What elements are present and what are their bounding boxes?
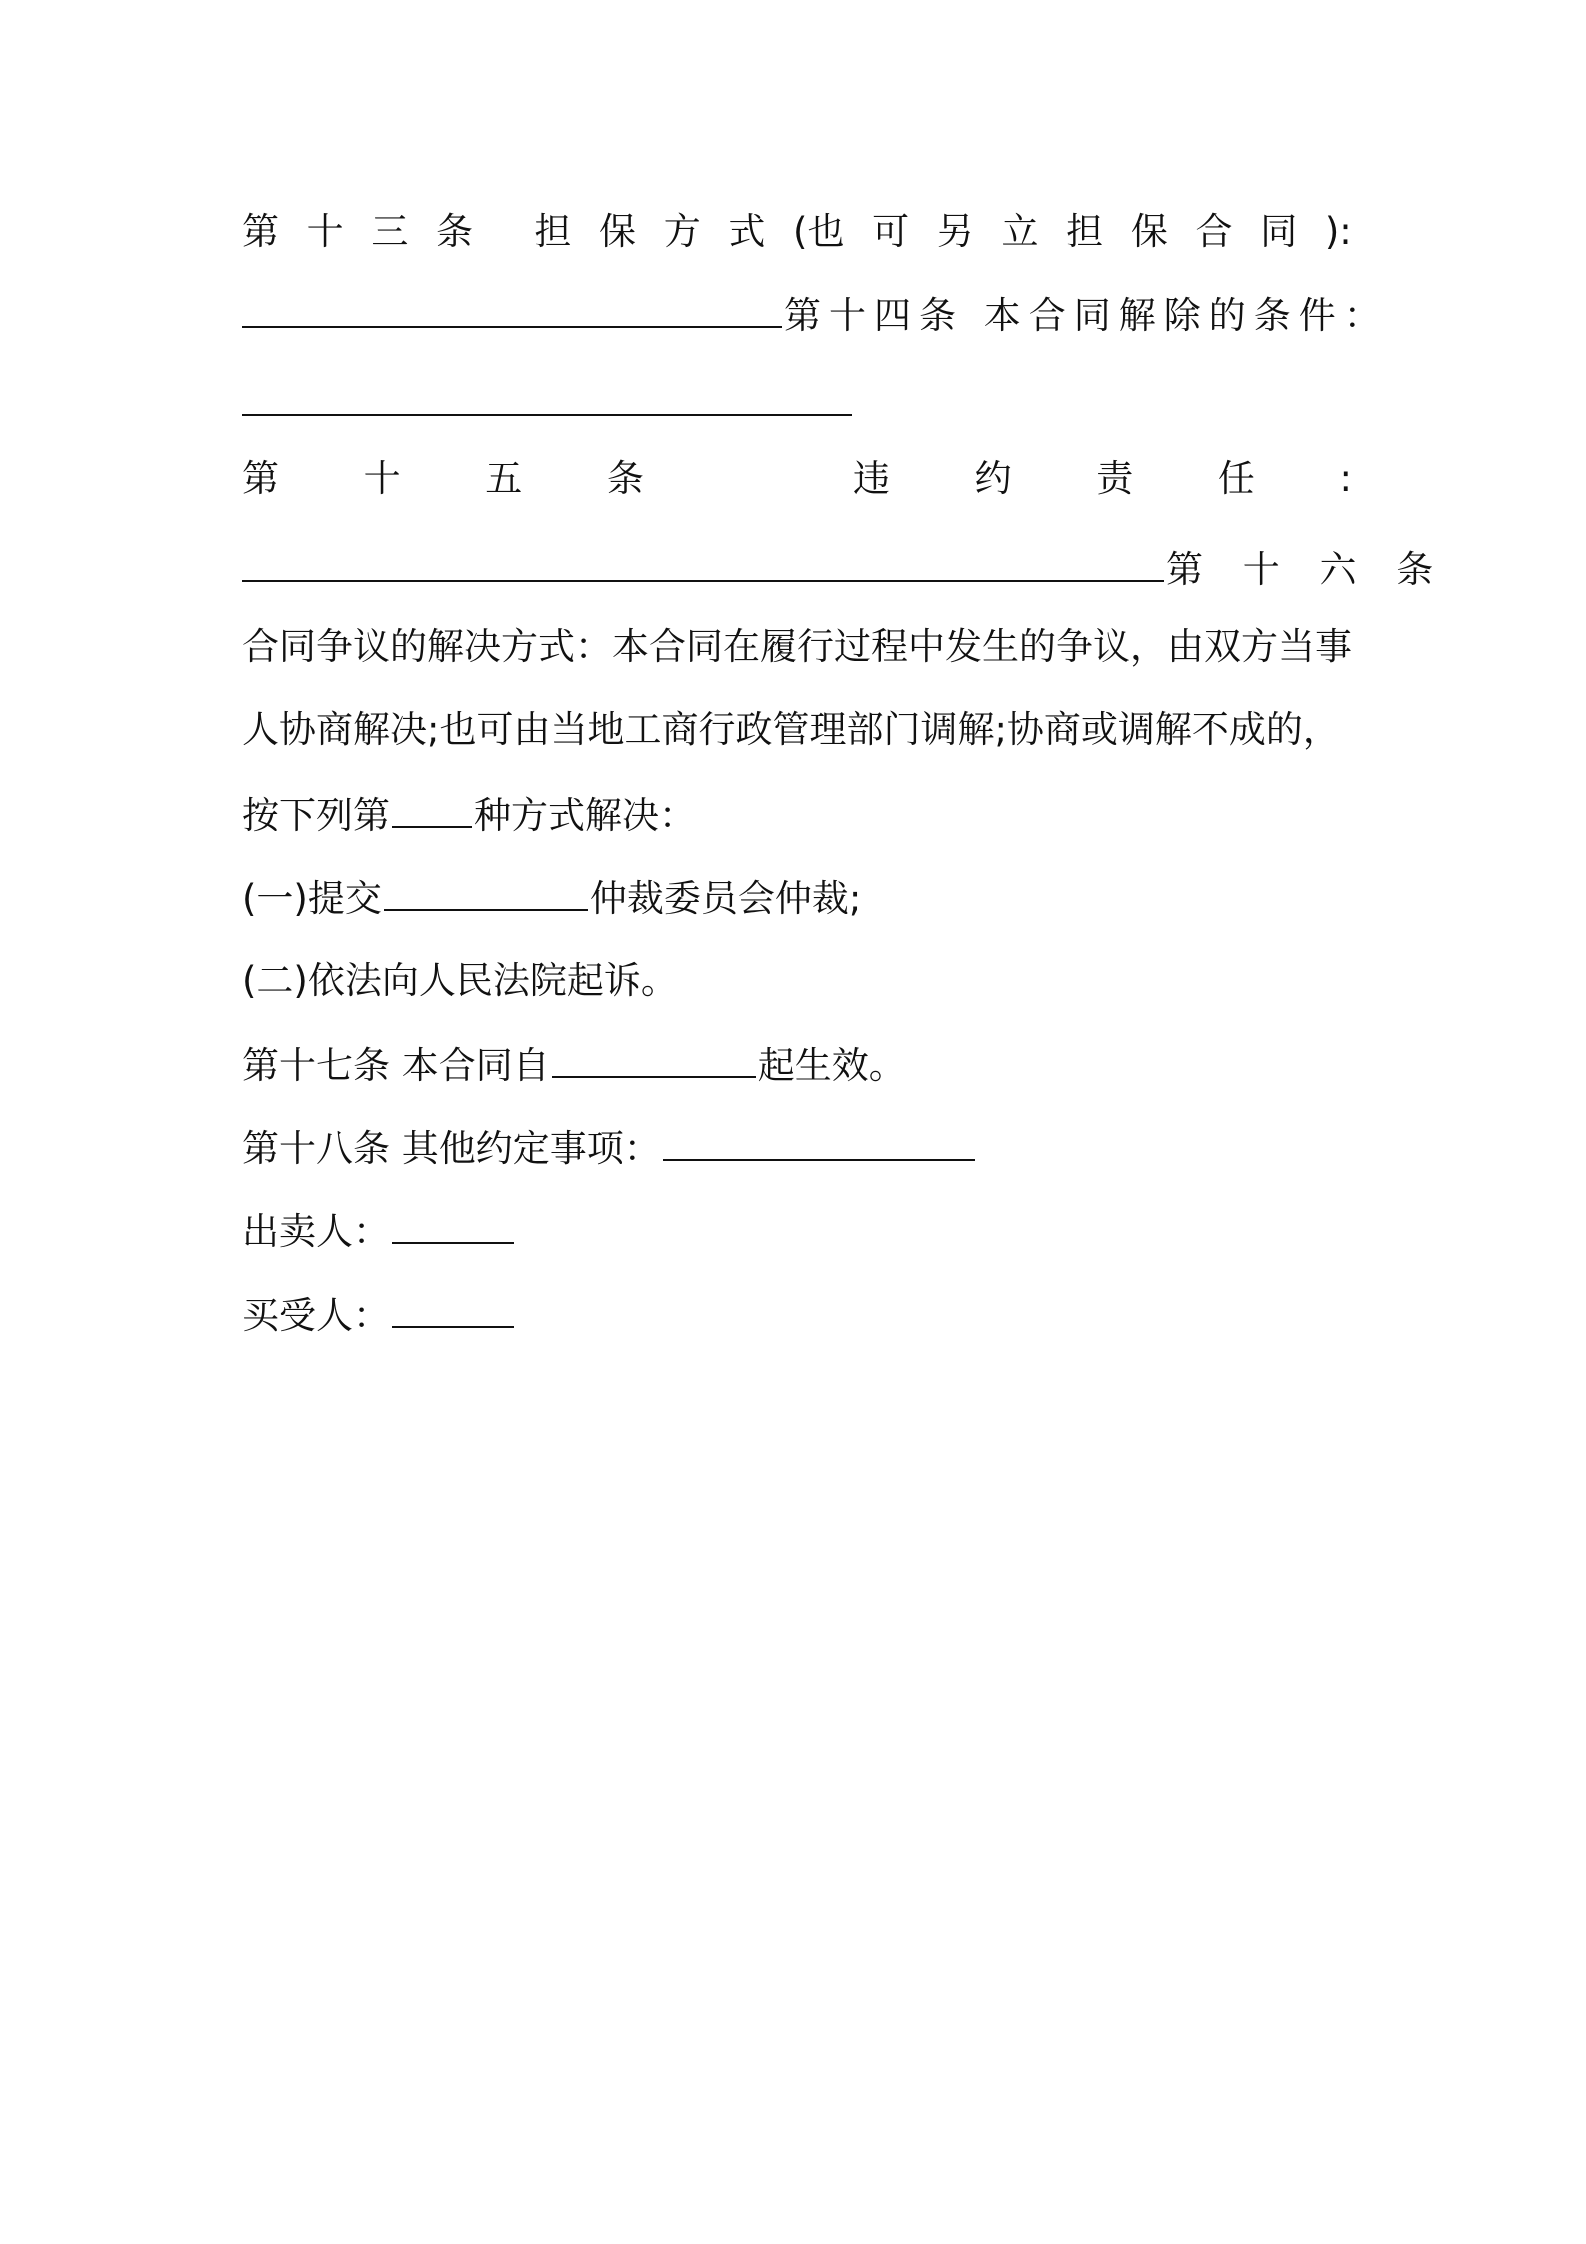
article-13-heading bbox=[242, 208, 1352, 256]
article-14-blank-line bbox=[242, 378, 854, 428]
article-13-char: 方 bbox=[663, 210, 701, 253]
article-15-char: 五 bbox=[485, 457, 523, 500]
method-choice-suffix: 种方式解决： bbox=[474, 794, 696, 837]
option-2-line: (二)依法向人民法院起诉。 bbox=[242, 959, 678, 1002]
arbitration-committee-blank bbox=[384, 873, 588, 911]
article-15-char: 约 bbox=[974, 457, 1012, 500]
seller-label: 出卖人： bbox=[242, 1210, 390, 1253]
article-13-char: 第 bbox=[242, 210, 279, 253]
article-16-text-line-2: 人协商解决;也可由当地工商行政管理部门调解;协商或调解不成的， bbox=[242, 708, 1340, 751]
effective-date-blank bbox=[552, 1040, 756, 1078]
article-15-char: 十 bbox=[363, 457, 401, 500]
seller-line bbox=[242, 1206, 516, 1256]
article-17-prefix: 第十七条 本合同自 bbox=[242, 1044, 550, 1087]
article-13-char: 合 bbox=[1195, 210, 1233, 253]
article-13-char: 担 bbox=[1066, 210, 1104, 253]
article-15-char: 条 bbox=[606, 457, 644, 500]
article-13-char: 条 bbox=[436, 210, 474, 253]
article-14-line bbox=[242, 290, 1389, 340]
article-13-char: 保 bbox=[599, 210, 637, 253]
article-13-blank bbox=[242, 290, 782, 328]
article-15-char: 第 bbox=[242, 457, 279, 500]
buyer-line bbox=[242, 1290, 516, 1340]
article-15-blank bbox=[242, 544, 1164, 582]
article-14-blank bbox=[242, 378, 852, 416]
method-choice-prefix: 按下列第 bbox=[242, 794, 390, 837]
buyer-label: 买受人： bbox=[242, 1294, 390, 1337]
article-15-char: : bbox=[1339, 457, 1352, 500]
buyer-blank bbox=[392, 1290, 514, 1328]
option-1-suffix: 仲裁委员会仲裁; bbox=[589, 877, 862, 920]
article-16-text-line-1: 合同争议的解决方式：本合同在履行过程中发生的争议，由双方当事 bbox=[242, 625, 1352, 668]
seller-blank bbox=[392, 1206, 514, 1244]
article-16-line bbox=[242, 544, 1447, 594]
article-15-char: 责 bbox=[1096, 457, 1134, 500]
article-13-char: 另 bbox=[936, 210, 974, 253]
article-18-label: 第十八条 其他约定事项： bbox=[242, 1127, 661, 1170]
article-13-char: 立 bbox=[1001, 210, 1039, 253]
option-1-line bbox=[242, 873, 861, 923]
article-17-suffix: 起生效。 bbox=[757, 1044, 906, 1087]
article-16-label: 第 十 六 条 bbox=[1166, 548, 1448, 591]
article-13-char: 保 bbox=[1130, 210, 1168, 253]
article-17-line bbox=[242, 1040, 906, 1090]
other-matters-blank bbox=[663, 1123, 975, 1161]
article-15-heading bbox=[242, 455, 1352, 503]
article-13-char: 三 bbox=[371, 210, 409, 253]
article-13-char: (也 bbox=[793, 210, 845, 253]
article-18-line bbox=[242, 1123, 977, 1173]
article-13-char: 同 bbox=[1260, 210, 1298, 253]
article-13-char: 可 bbox=[872, 210, 910, 253]
article-13-char: 十 bbox=[306, 210, 344, 253]
article-16-text-line-3 bbox=[242, 790, 696, 840]
option-1-prefix: (一)提交 bbox=[242, 877, 382, 920]
article-13-char: 式 bbox=[728, 210, 766, 253]
article-13-char: ): bbox=[1324, 210, 1352, 253]
article-13-char: 担 bbox=[534, 210, 572, 253]
article-15-char: 违 bbox=[853, 457, 891, 500]
method-choice-blank bbox=[392, 790, 472, 828]
article-14-label: 第十四条 本合同解除的条件： bbox=[784, 294, 1389, 337]
article-15-char: 任 bbox=[1217, 457, 1255, 500]
